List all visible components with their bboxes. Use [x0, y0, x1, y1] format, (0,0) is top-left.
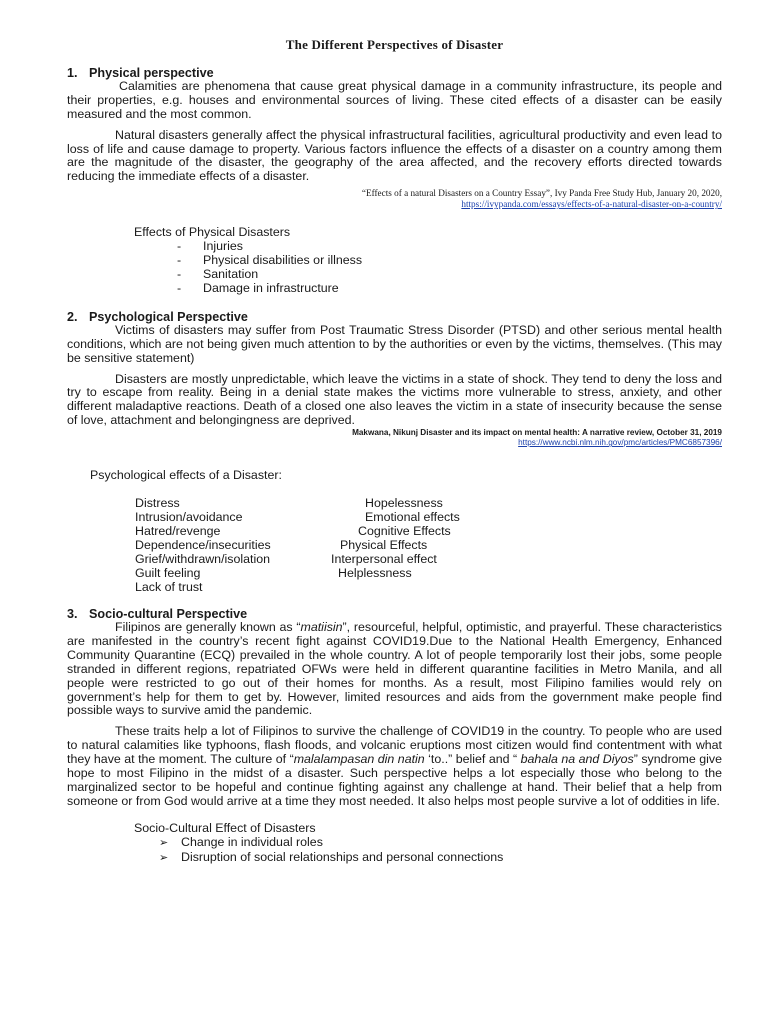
grid-item: Distress — [135, 496, 180, 511]
list-item: ➢ Disruption of social relationships and personal connections — [159, 849, 504, 864]
socio-effects-title: Socio-Cultural Effect of Disasters — [134, 820, 316, 835]
list-item: - Sanitation — [177, 266, 259, 281]
psychological-effects-grid — [135, 497, 722, 595]
psychological-citation-link[interactable]: https://www.ncbi.nlm.nih.gov/pmc/articles/PMC6857396/ — [518, 438, 722, 448]
grid-item: Emotional effects — [365, 510, 460, 525]
list-item: ➢ Change in individual roles — [159, 834, 323, 849]
physical-citation — [67, 188, 722, 210]
physical-citation-text: “Effects of a natural Disasters on a Country Essay”, Ivy Panda Free Study Hub, January 20, 2020, — [361, 188, 722, 199]
psychological-paragraph-2: Disasters are mostly unpredictable, which leave the victims in a state of shock. They tend to deny the loss and try to escape from reality. Being in a denial state makes the victims more vulnerable to stress, anxiety, and other different maladaptive reactions. Death of a closed one also leaves the victim in a state of insecurity because the sense of love, attachment and belongingness are deprived. — [67, 371, 722, 428]
physical-paragraph-1: Calamities are phenomena that cause great physical damage in a community infrastructure, its people and their properties, e.g. houses and environmental sources of living. These cited effects of a disaster can be easily measured and the most common. — [67, 78, 722, 121]
list-item: - Damage in infrastructure — [177, 280, 339, 295]
grid-item: Hatred/revenge — [135, 524, 221, 539]
grid-item: Hopelessness — [365, 496, 443, 511]
physical-paragraph-2: Natural disasters generally affect the physical infrastructural facilities, agricultural productivity and even lead to loss of life and cause damage to property. Various factors influence the effects of a disaster on a country among them are the magnitude of the disaster, the geography of the area affected, and the recovery efforts directed towards reducing the immediate effects of a disaster. — [67, 127, 722, 184]
section-heading-socio-cultural — [67, 607, 722, 621]
physical-effects-list — [177, 240, 722, 296]
section-heading-text: Socio-cultural Perspective — [89, 607, 248, 622]
grid-item: Helplessness — [338, 566, 412, 581]
socio-paragraph-2: These traits help a lot of Filipinos to survive the challenge of COVID19 in the country. To people who are used to natural calamities like typhoons, flash floods, and volcanic eruptions most citizen would find contentment with what they have at the moment. The culture of “malalampasan din natin ‘to..” belief and “ bahala na and Diyos” syndrome give hope to most Filipino in the midst of a disaster. Such perspective helps a lot especially those who belong to the marginalized sector to be hopeful and continue fighting against any challenge at hand. Their belief that a help from someone or from God would arrive at a time they most needed. It also helps most people survive a lot of oddities in life. — [67, 724, 722, 808]
physical-citation-link[interactable]: https://ivypanda.com/essays/effects-of-a-natural-disaster-on-a-country/ — [461, 199, 722, 210]
grid-item: Physical Effects — [340, 538, 428, 553]
psychological-paragraph-1: Victims of disasters may suffer from Post Traumatic Stress Disorder (PTSD) and other serious mental health conditions, which are not being given much attention to by the authorities or even by the victims, themselves. (This may be sensitive statement) — [67, 322, 722, 365]
grid-item: Intrusion/avoidance — [135, 510, 243, 525]
section-heading-psychological — [67, 310, 722, 324]
grid-item: Guilt feeling — [135, 566, 201, 581]
grid-item: Grief/withdrawn/isolation — [135, 552, 270, 567]
list-item: - Injuries — [177, 239, 243, 254]
psychological-citation-text: Makwana, Nikunj Disaster and its impact on mental health: A narrative review, October 31, 2019 — [352, 428, 722, 438]
psychological-effects-title: Psychological effects of a Disaster: — [90, 468, 282, 483]
section-number: 3. — [67, 607, 78, 622]
grid-item: Interpersonal effect — [331, 552, 437, 567]
section-number: 2. — [67, 309, 78, 324]
section-heading-physical — [67, 66, 722, 80]
document-page — [67, 38, 722, 866]
document-title: The Different Perspectives of Disaster — [285, 37, 504, 52]
grid-item: Dependence/insecurities — [135, 538, 271, 553]
section-number: 1. — [67, 65, 78, 80]
physical-effects-title: Effects of Physical Disasters — [134, 225, 291, 240]
list-item: - Physical disabilities or illness — [177, 253, 363, 268]
socio-effects-list — [159, 836, 722, 866]
section-heading-text: Physical perspective — [89, 65, 214, 80]
grid-item: Cognitive Effects — [358, 524, 451, 539]
grid-item: Lack of trust — [135, 580, 203, 595]
arrow-bullet-icon: ➢ — [159, 836, 169, 849]
socio-paragraph-1: Filipinos are generally known as “matiisin”, resourceful, helpful, optimistic, and prayerful. These characteristics are manifested in the country’s recent fight against COVID19.Due to the National Health Emergency, Enhanced Community Quarantine (ECQ) prevailed in the whole country. A lot of people temporarily lost their jobs, some people stranded in different regions, repatriated OFWs were held in different quarantine facilities in Metro Manila, and all people were restricted to go out of their homes for months. As a result, most Filipino families would rely on government’s help for them to get by. However, limited resources and aids from the government make people find possible ways to survive amid the pandemic. — [67, 620, 722, 718]
arrow-bullet-icon: ➢ — [159, 851, 169, 864]
section-heading-text: Psychological Perspective — [89, 309, 248, 324]
psychological-citation — [67, 428, 722, 448]
